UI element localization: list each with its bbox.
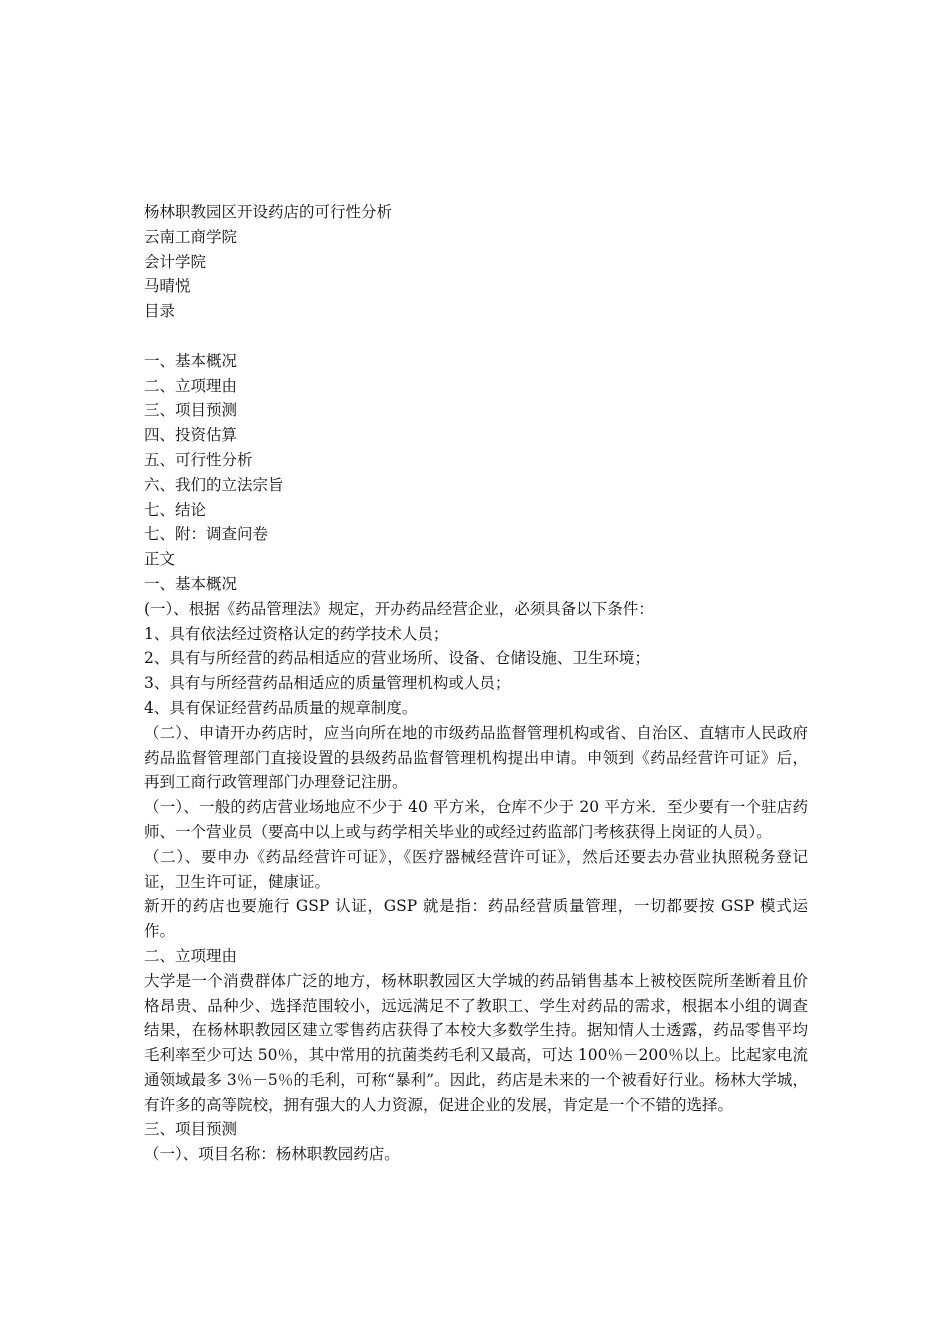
paragraph: (一）、根据《药品管理法》规定，开办药品经营企业，必须具备以下条件： <box>144 599 654 618</box>
paragraph: （二）、申请开办药店时，应当向所在地的市级药品监督管理机构或省、自治区、直辖市人民政府药品监督管理部门直接设置的县级药品监督管理机构提出申请。申领到《药品经营许可证》后，再到工商行政管理部门办理登记注册。 <box>144 723 808 792</box>
toc-item: 七、结论 <box>144 500 207 519</box>
list-item: 3、具有与所经营药品相适应的质量管理机构或人员； <box>144 674 511 693</box>
toc-item: 六、我们的立法宗旨 <box>144 475 284 494</box>
toc-item: 三、项目预测 <box>144 401 238 420</box>
author-name: 马晴悦 <box>144 277 191 296</box>
paragraph: （一）、一般的药店营业场地应不少于 40 平方米，仓库不少于 20 平方米．至少要有一个驻店药师、一个营业员（要高中以上或与药学相关毕业的或经过药监部门考核获得上岗证的人员）。 <box>144 798 808 841</box>
paragraph: （二）、要申办《药品经营许可证》，《医疗器械经营许可证》，然后还要去办营业执照税务登记证，卫生许可证，健康证。 <box>144 847 808 891</box>
toc-item: 四、投资估算 <box>144 426 238 445</box>
document-page <box>144 200 808 1167</box>
list-item: 2、具有与所经营的药品相适应的营业场所、设备、仓储设施、卫生环境； <box>144 649 650 668</box>
paragraph: 新开的药店也要施行 GSP 认证，GSP 就是指：药品经营质量管理，一切都要按 GSP 模式运作。 <box>144 897 808 941</box>
toc-label: 目录 <box>144 302 176 321</box>
school-name: 云南工商学院 <box>144 227 238 246</box>
college-name: 会计学院 <box>144 252 207 271</box>
paragraph: （一）、项目名称：杨林职教园药店。 <box>144 1145 400 1164</box>
toc-item: 二、立项理由 <box>144 376 238 395</box>
section-heading: 三、项目预测 <box>144 1120 238 1139</box>
toc-item: 一、基本概况 <box>144 351 238 370</box>
document-title: 杨林职教园区开设药店的可行性分析 <box>144 203 393 221</box>
section-heading: 一、基本概况 <box>144 574 238 593</box>
list-item: 4、具有保证经营药品质量的规章制度。 <box>144 698 418 717</box>
paragraph: 大学是一个消费群体广泛的地方，杨林职教园区大学城的药品销售基本上被校医院所垄断着且价格昂贵、品种少、选择范围较小，远远满足不了教职工、学生对药品的需求，根据本小组的调查结果，在杨林职教园区建立零售药店获得了本校大多数学生持。据知情人士透露，药品零售平均毛利率至少可达 50％，其中常用的抗菌类药毛利又最高，可达 100％－200％以上。比起家电流通领域最多 3％－5％的毛利，可称“暴利”。因此，药店是未来的一个被看好行业。杨林大学城，有许多的高等院校，拥有强大的人力资源，促进企业的发展，肯定是一个不错的选择。 <box>144 971 808 1114</box>
body-label: 正文 <box>144 550 176 569</box>
section-heading: 二、立项理由 <box>144 946 238 965</box>
toc-item: 五、可行性分析 <box>144 450 253 469</box>
list-item: 1、具有依法经过资格认定的药学技术人员； <box>144 624 449 643</box>
table-of-contents <box>144 349 808 547</box>
blank-line <box>144 324 808 349</box>
toc-item: 七、附：调查问卷 <box>144 525 269 544</box>
